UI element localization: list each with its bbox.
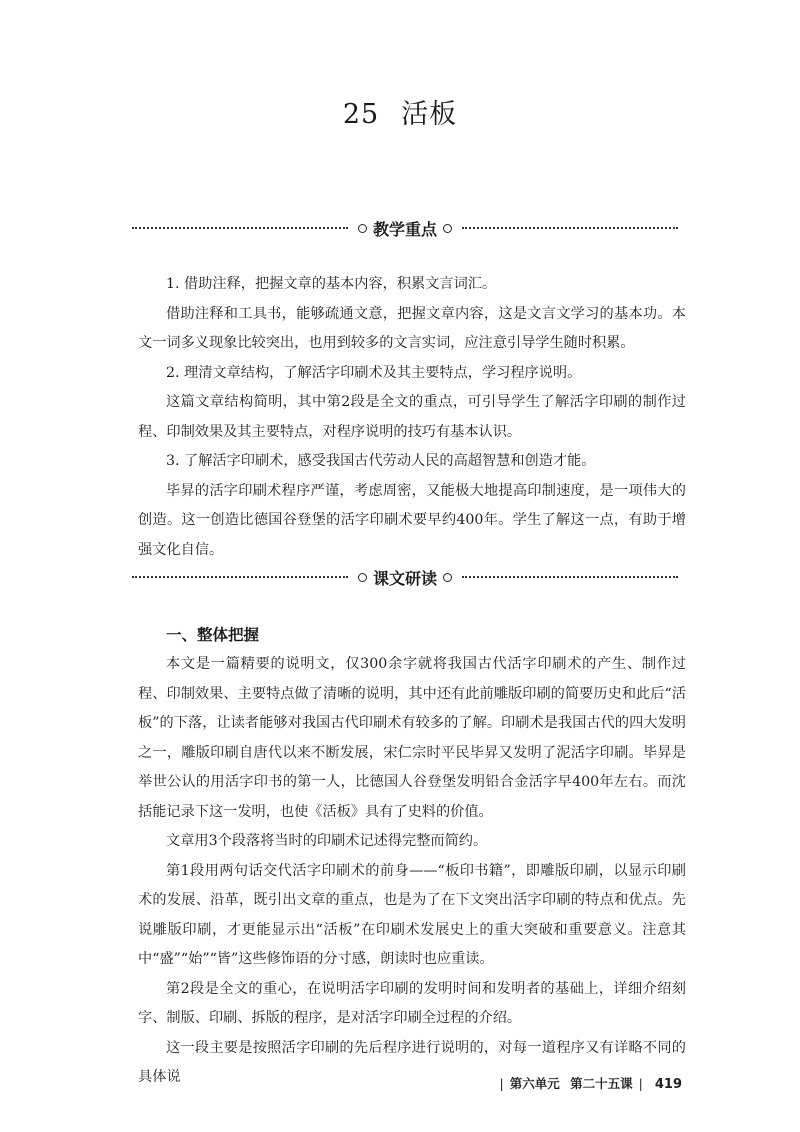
page-footer xyxy=(494,1074,682,1092)
body-paragraph: 本文是一篇精要的说明文，仅300余字就将我国古代活字印刷术的产生、制作过程、印制效果、主要特点做了清晰的说明，其中还有此前雕版印刷的简要历史和此后“活板”的下落，让读者能够对我国古代印刷术有较多的了解。印刷术是我国古代的四大发明之一，雕版印刷自唐代以来不断发展，宋仁宗时平民毕昇又发明了泥活字印刷。毕昇是举世公认的用活字印书的第一人，比德国人谷登堡发明铅合金活字早400年左右。而沈括能记录下这一发明，也使《活板》具有了史料的价值。 xyxy=(138,656,686,820)
subheading-overall-grasp: 一、整体把握 xyxy=(166,625,260,644)
body-paragraph: 这一段主要是按照活字印刷的先后程序进行说明的，对每一道程序又有详略不同的具体说 xyxy=(138,1039,686,1085)
circle-ornament-icon xyxy=(443,224,452,233)
section-heading-teaching-focus: 教学重点 xyxy=(373,219,438,239)
page-number: 419 xyxy=(654,1077,682,1092)
focus-point: 2. 理清文章结构，了解活字印刷术及其主要特点，学习程序说明。 xyxy=(166,364,582,381)
focus-point: 1. 借助注释，把握文章的基本内容，积累文言词汇。 xyxy=(166,276,497,292)
circle-ornament-icon xyxy=(443,573,452,582)
dotted-rule-left xyxy=(132,576,348,578)
body-paragraph: 第2段是全文的重心，在说明活字印刷的发明时间和发明者的基础上，详细介绍刻字、制版、印刷、拆版的程序，是对活字印刷全过程的介绍。 xyxy=(138,980,686,1026)
circle-ornament-icon xyxy=(358,573,367,582)
section-divider-text-study xyxy=(132,564,678,590)
dotted-rule-right xyxy=(462,576,678,578)
dotted-rule-right xyxy=(462,227,678,229)
footer-separator: | xyxy=(499,1076,504,1091)
body-paragraph: 第1段用两句话交代活字印刷术的前身——“板印书籍”，即雕版印刷，以显示印刷术的发展、沿革，既引出文章的重点，也是为了在下文突出活字印刷的特点和优点。先说雕版印刷，才更能显示出“活板”在印刷术发展史上的重大突破和重要意义。注意其中“盛”“始”“皆”这些修饰语的分寸感，朗读时也应重读。 xyxy=(138,862,686,967)
text-study-content xyxy=(138,620,686,1093)
focus-explanation: 毕昇的活字印刷术程序严谨，考虑周密，又能极大地提高印制速度，是一项伟大的创造。这一创造比德国谷登堡的活字印刷术要早约400年。学生了解这一点，有助于增强文化自信。 xyxy=(138,482,686,558)
footer-unit: 第六单元 xyxy=(509,1076,560,1091)
section-divider-teaching-focus xyxy=(132,215,678,241)
teaching-focus-content xyxy=(138,270,686,565)
focus-explanation: 这篇文章结构简明，其中第2段是全文的重点，可引导学生了解活字印刷的制作过程、印制效果及其主要特点，对程序说明的技巧有基本认识。 xyxy=(138,394,686,440)
footer-lesson: 第二十五课 xyxy=(570,1076,633,1091)
dotted-rule-left xyxy=(132,227,348,229)
footer-separator: | xyxy=(638,1076,643,1091)
focus-point: 3. 了解活字印刷术，感受我国古代劳动人民的高超智慧和创造才能。 xyxy=(166,453,596,469)
circle-ornament-icon xyxy=(358,224,367,233)
lesson-title xyxy=(0,92,800,131)
section-heading-text-study: 课文研读 xyxy=(373,568,438,588)
body-paragraph: 文章用3个段落将当时的印刷术记述得完整而简约。 xyxy=(166,833,488,849)
lesson-number: 25 xyxy=(342,99,380,130)
focus-explanation: 借助注释和工具书，能够疏通文意，把握文章内容，这是文言文学习的基本功。本文一词多义现象比较突出，也用到较多的文言实词，应注意引导学生随时积累。 xyxy=(138,305,686,351)
lesson-name: 活板 xyxy=(401,99,458,130)
